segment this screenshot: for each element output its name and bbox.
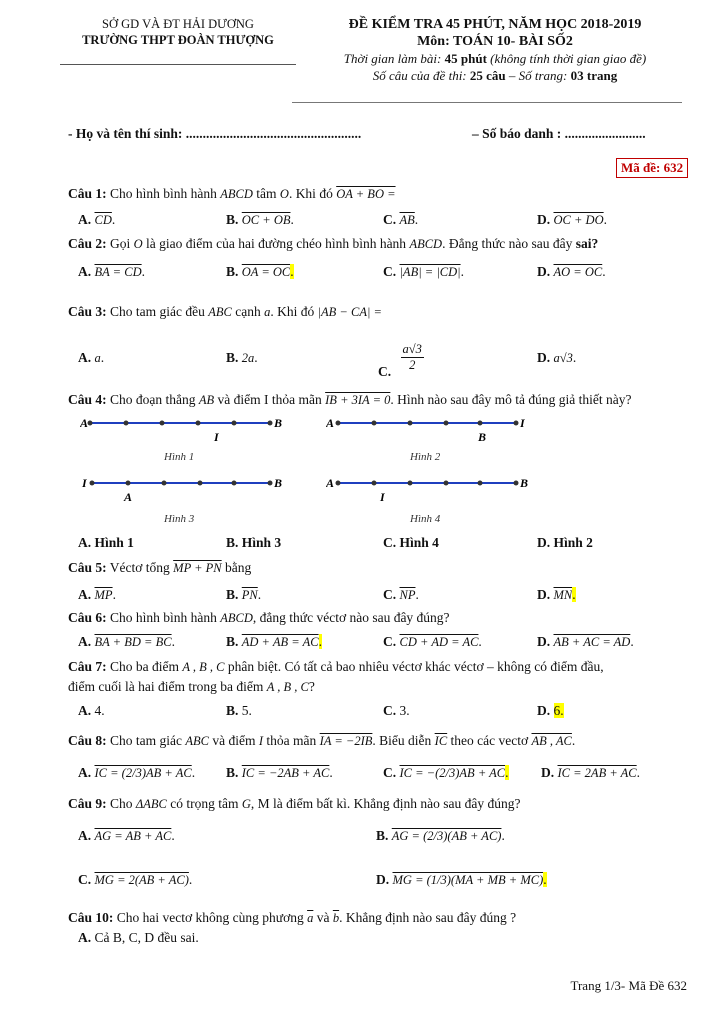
- question-2: [68, 236, 598, 252]
- q9-text-a: Cho: [110, 796, 133, 811]
- q7-c-value: 3: [399, 703, 407, 718]
- fig3-mark-label: A: [124, 490, 133, 504]
- header-right-divider: [292, 102, 682, 103]
- q1-option-c[interactable]: C. $\overline{AB}$.: [383, 212, 419, 227]
- option-label: C.: [383, 703, 397, 718]
- q7-line-2: điểm cuối là hai điểm trong ba điểm: [68, 679, 264, 694]
- q3-expression: |AB − CA| =: [317, 305, 382, 319]
- q8-text-a: Cho tam giác: [110, 733, 182, 748]
- q8-option-a[interactable]: A. IC = (2/3)AB + AC.: [78, 765, 196, 780]
- q7-a-value: 4: [94, 703, 102, 718]
- q1-text-c: . Khi đó: [288, 186, 333, 201]
- q6-text-a: Cho hình bình hành: [110, 610, 217, 625]
- figure-hinh-2: [326, 412, 536, 464]
- q9-label: Câu 9:: [68, 796, 107, 811]
- q8-a-value: IC = (2/3)AB + AC: [94, 766, 192, 780]
- fig1-caption: Hình 1: [164, 451, 195, 463]
- q8-d-value: IC = 2AB + AC: [557, 766, 637, 780]
- q1-label: Câu 1:: [68, 186, 107, 201]
- option-label: C.: [383, 535, 397, 550]
- option-label: D.: [537, 264, 551, 279]
- q10-math-1: $\overline{a}$: [307, 911, 314, 925]
- q1-text-b: tâm: [256, 186, 277, 201]
- q2-b-value: OA = OC: [241, 265, 291, 279]
- q5-text-a: Véctơ tổng: [109, 560, 170, 575]
- pages-value: 03 trang: [570, 68, 618, 83]
- q8-math-1: ABC: [185, 734, 209, 748]
- option-label: A.: [78, 765, 92, 780]
- q2-text-b: là giao điểm của hai đường chéo hình bình hành: [146, 236, 407, 251]
- q4-text-a: Cho đoạn thẳng: [110, 392, 196, 407]
- q5-expression: MP + PN: [173, 561, 222, 575]
- q9-option-c[interactable]: C. MG = 2(AB + AC).: [78, 872, 193, 887]
- fig1-right-label: B: [274, 416, 283, 430]
- fig4-mark-label: I: [380, 490, 385, 504]
- q2-emphasis: sai?: [575, 236, 599, 251]
- q5-option-b[interactable]: B. $\overline{PN}$.: [226, 587, 262, 602]
- figure-hinh-4: [326, 472, 536, 528]
- option-label: D.: [376, 872, 390, 887]
- fig2-caption: Hình 2: [410, 451, 441, 463]
- q9-option-d[interactable]: D. MG = (1/3)(MA + MB + MC).: [376, 872, 547, 887]
- fig3-caption: Hình 3: [164, 513, 195, 525]
- fig2-right-label: I: [520, 416, 525, 430]
- question-6: [68, 610, 450, 626]
- q10-a-value: Cả B, C, D đều sai.: [94, 930, 199, 945]
- q3-c-numerator: a√3: [402, 342, 422, 356]
- q6-c-value: CD + AD = AC: [399, 635, 479, 649]
- option-label: D.: [537, 212, 551, 227]
- exam-subject: Môn: TOÁN 10- BÀI SỐ2: [417, 34, 573, 49]
- option-label: B.: [226, 587, 239, 602]
- q6-label: Câu 6:: [68, 610, 107, 625]
- figure-hinh-1: [80, 412, 290, 464]
- option-label: D.: [541, 765, 555, 780]
- option-label: A.: [78, 703, 92, 718]
- question-9: [68, 796, 520, 812]
- option-label: B.: [226, 634, 239, 649]
- q7-points: A , B , C: [182, 660, 225, 674]
- q5-option-d[interactable]: D. $\overline{MN}$.: [537, 587, 576, 602]
- option-label: B.: [376, 828, 389, 843]
- question-3: [68, 304, 382, 320]
- q5-d-value: $\overline{MN}$: [553, 588, 573, 602]
- q10-label: Câu 10:: [68, 910, 114, 925]
- q5-a-value: $\overline{MP}$: [94, 588, 113, 602]
- question-7: [68, 659, 604, 675]
- q1-d-value: OC + DO: [553, 213, 604, 227]
- q6-b-value: AD + AB = AC: [241, 635, 319, 649]
- option-label: A.: [78, 264, 92, 279]
- q7-text-b: phân biệt. Có tất cả bao nhiêu véctơ khác véctơ – không có điểm đầu,: [227, 659, 604, 674]
- header-left: [60, 16, 296, 65]
- option-label: B.: [226, 264, 239, 279]
- q6-math-1: ABCD: [220, 611, 253, 625]
- q4-option-d[interactable]: [537, 535, 593, 551]
- option-label: B.: [226, 703, 239, 718]
- option-label: B.: [226, 765, 239, 780]
- q1-math-1: ABCD: [220, 187, 253, 201]
- fig4-caption: Hình 4: [410, 513, 441, 525]
- q9-text-b: có trọng tâm: [170, 796, 239, 811]
- option-label: C.: [383, 587, 397, 602]
- q2-c-value: |AB| = |CD|: [399, 265, 461, 279]
- q1-math-2: O: [279, 187, 289, 201]
- q2-option-d[interactable]: D. AO = OC.: [537, 264, 606, 279]
- q5-option-c[interactable]: C. $\overline{NP}$.: [383, 587, 419, 602]
- q4-text-c: . Hình nào sau đây mô tả đúng giả thiết này?: [390, 392, 632, 407]
- q10-text-b: và: [316, 910, 330, 925]
- q4-d-value: Hình 2: [553, 535, 593, 550]
- option-label: C.: [378, 364, 392, 379]
- option-label: C.: [383, 765, 397, 780]
- q1-b-value: OC + OB: [241, 213, 291, 227]
- option-label: C.: [383, 264, 397, 279]
- q9-math-1: ΔABC: [135, 797, 167, 811]
- q3-option-d[interactable]: D. a√3.: [537, 350, 577, 365]
- q4-math-1: AB: [198, 393, 215, 407]
- fig4-right-label: B: [520, 476, 529, 490]
- q3-a-value: a: [94, 351, 101, 365]
- q8-expression: IA = −2IB: [319, 734, 373, 748]
- question-10: [68, 910, 516, 926]
- q7-option-b[interactable]: B. 5.: [226, 703, 252, 718]
- q3-b-value: 2a: [241, 351, 255, 365]
- q3-c-denominator: 2: [409, 358, 416, 372]
- exam-time: [300, 50, 690, 67]
- option-label: B.: [226, 350, 239, 365]
- q10-text-c: . Khẳng định nào sau đây đúng ?: [339, 910, 517, 925]
- q2-math-2: ABCD: [409, 237, 443, 251]
- q8-math-3: $\overline{IC}$: [434, 734, 448, 748]
- q3-text-b: cạnh: [235, 304, 261, 319]
- q2-text-c: . Đẳng thức nào sau đây: [442, 236, 573, 251]
- q6-option-b[interactable]: B. AD + AB = AC.: [226, 634, 322, 649]
- q4-option-c[interactable]: [383, 535, 439, 551]
- q9-math-2: G: [241, 797, 251, 811]
- q1-c-value: $\overline{AB}$: [399, 213, 415, 227]
- fig2-left-label: A: [326, 416, 335, 430]
- q4-label: Câu 4:: [68, 392, 107, 407]
- option-label: A.: [78, 634, 92, 649]
- q7-text-a: Cho ba điểm: [110, 659, 180, 674]
- q4-c-value: Hình 4: [399, 535, 439, 550]
- q7-points-repeat: A , B , C: [266, 680, 309, 694]
- q8-option-d[interactable]: D. IC = 2AB + AC.: [541, 765, 641, 780]
- q9-option-b[interactable]: B. AG = (2/3)(AB + AC).: [376, 828, 505, 843]
- q1-option-d[interactable]: D. OC + DO.: [537, 212, 607, 227]
- q6-text-b: , đẳng thức véctơ nào sau đây đúng?: [252, 610, 450, 625]
- q3-option-a[interactable]: A. a.: [78, 350, 105, 365]
- fig3-right-label: B: [274, 476, 283, 490]
- student-id-field[interactable]: – Số báo danh : ........................: [472, 126, 646, 141]
- fig1-mark-label: I: [214, 430, 219, 444]
- q4-option-a[interactable]: [78, 535, 134, 551]
- pages-label: – Số trang:: [508, 68, 568, 83]
- q8-option-b[interactable]: B. IC = −2AB + AC.: [226, 765, 333, 780]
- option-label: D.: [537, 587, 551, 602]
- count-label: Số câu của đề thi:: [372, 68, 467, 83]
- q3-math-1: ABC: [208, 305, 232, 319]
- q6-d-value: AB + AC = AD: [553, 635, 631, 649]
- q1-a-value: $\overline{CD}$: [94, 213, 112, 227]
- q2-a-value: BA = CD: [94, 265, 142, 279]
- q4-expression: IB + 3IA = 0: [325, 393, 391, 407]
- q9-c-value: MG = 2(AB + AC): [94, 873, 189, 887]
- option-label: D.: [537, 703, 551, 718]
- q4-a-value: Hình 1: [94, 535, 134, 550]
- fig4-left-label: A: [326, 476, 335, 490]
- q3-c-fraction: [401, 342, 424, 373]
- q7-option-a[interactable]: A. 4.: [78, 703, 105, 718]
- q2-math-1: O: [133, 237, 143, 251]
- q3-option-c[interactable]: [378, 342, 424, 379]
- question-4: [68, 392, 631, 408]
- q6-option-a[interactable]: A. BA + BD = BC.: [78, 634, 175, 649]
- q5-c-value: $\overline{NP}$: [399, 588, 416, 602]
- department-name: SỞ GD VÀ ĐT HẢI DƯƠNG: [102, 17, 254, 31]
- q7-option-d[interactable]: D. 6.: [537, 703, 564, 718]
- question-7-line-2: điểm cuối là hai điểm trong ba điểm A , B , C?: [68, 679, 315, 694]
- q7-label: Câu 7:: [68, 659, 107, 674]
- option-label: A.: [78, 212, 92, 227]
- q9-d-value: MG = (1/3)(MA + MB + MC): [392, 873, 544, 887]
- q10-text-a: Cho hai vectơ không cùng phương: [116, 910, 304, 925]
- question-5: [68, 560, 251, 576]
- option-label: C.: [383, 212, 397, 227]
- q8-option-c[interactable]: C. IC = −(2/3)AB + AC.: [383, 765, 509, 780]
- fig1-left-label: A: [80, 416, 89, 430]
- q6-option-c[interactable]: C. CD + AD = AC.: [383, 634, 482, 649]
- option-label: A.: [78, 535, 92, 550]
- option-label: B.: [226, 212, 239, 227]
- count-value: 25 câu: [469, 68, 506, 83]
- fig3-left-label: I: [82, 476, 87, 490]
- q6-a-value: BA + BD = BC: [94, 635, 172, 649]
- q9-b-value: AG = (2/3)(AB + AC): [391, 829, 502, 843]
- q9-text-c: , M là điểm bất kì. Khẳng định nào sau đây đúng?: [250, 796, 521, 811]
- q8-math-2: I: [258, 734, 264, 748]
- q3-option-b[interactable]: B. 2a.: [226, 350, 258, 365]
- option-label: A.: [78, 587, 92, 602]
- option-label: C.: [78, 872, 92, 887]
- q2-option-b[interactable]: B. OA = OC.: [226, 264, 294, 279]
- q7-b-value: 5: [241, 703, 249, 718]
- q3-label: Câu 3:: [68, 304, 107, 319]
- option-label: C.: [383, 634, 397, 649]
- option-label: D.: [537, 634, 551, 649]
- page-footer: Trang 1/3- Mã Đề 632: [570, 978, 687, 993]
- option-label: A.: [78, 828, 92, 843]
- exam-title: ĐỀ KIỂM TRA 45 PHÚT, NĂM HỌC 2018-2019: [348, 17, 642, 32]
- q5-b-value: $\overline{PN}$: [241, 588, 258, 602]
- q8-b-value: IC = −2AB + AC: [241, 766, 330, 780]
- q2-label: Câu 2:: [68, 236, 107, 251]
- q8-text-d: . Biểu diễn: [372, 733, 432, 748]
- q9-a-value: AG = AB + AC: [94, 829, 172, 843]
- header-right: [300, 16, 690, 84]
- q4-b-value: Hình 3: [241, 535, 282, 550]
- q8-c-value: IC = −(2/3)AB + AC: [399, 766, 506, 780]
- q6-option-d[interactable]: D. AB + AC = AD.: [537, 634, 634, 649]
- q1-expression: OA + BO =: [336, 187, 396, 201]
- option-label: D.: [537, 535, 551, 550]
- q8-text-e: theo các vectơ: [450, 733, 529, 748]
- exam-code-badge: Mã đề: 632: [616, 158, 688, 178]
- q10-math-2: $\overline{b}$: [332, 911, 340, 925]
- q5-option-a[interactable]: A. $\overline{MP}$.: [78, 587, 116, 602]
- school-name: TRƯỜNG THPT ĐOÀN THƯỢNG: [82, 33, 274, 47]
- q8-math-4: AB , AC: [531, 734, 572, 748]
- q9-option-a[interactable]: A. AG = AB + AC.: [78, 828, 175, 843]
- fig2-mark-label: B: [478, 430, 487, 444]
- q10-option-a[interactable]: [78, 930, 199, 946]
- option-label: B.: [226, 535, 239, 550]
- question-8: Câu 8: Cho tam giác ABC và điểm I thỏa mãn IA = −2IB. Biểu diễn $\overline{IC}$ theo các vectơ AB , AC.: [68, 733, 576, 748]
- q7-d-value: 6: [553, 703, 561, 718]
- q8-text-b: và điểm: [212, 733, 256, 748]
- q1-option-a[interactable]: A. $\overline{CD}$.: [78, 212, 116, 227]
- q1-text-a: Cho hình bình hành: [110, 186, 217, 201]
- q3-d-value: a√3: [553, 351, 573, 365]
- figure-hinh-3: [80, 472, 290, 528]
- header-left-divider: [60, 64, 296, 65]
- q5-text-b: bằng: [225, 560, 252, 575]
- q8-text-c: thỏa mãn: [266, 733, 317, 748]
- exam-count: [300, 67, 690, 84]
- q3-text-c: . Khi đó: [270, 304, 315, 319]
- q3-math-2: a: [264, 305, 271, 319]
- option-label: A.: [78, 930, 92, 945]
- q5-label: Câu 5:: [68, 560, 107, 575]
- time-note: (không tính thời gian giao đề): [490, 51, 647, 66]
- q4-option-b[interactable]: [226, 535, 281, 551]
- option-label: A.: [78, 350, 92, 365]
- time-value: 45 phút: [444, 51, 487, 66]
- q2-d-value: AO = OC: [553, 265, 603, 279]
- option-label: D.: [537, 350, 551, 365]
- question-1: [68, 186, 396, 202]
- q8-label: Câu 8:: [68, 733, 107, 748]
- q2-option-c[interactable]: C. |AB| = |CD|.: [383, 264, 464, 279]
- q2-option-a[interactable]: A. BA = CD.: [78, 264, 145, 279]
- q4-text-b: và điểm I thỏa mãn: [217, 392, 322, 407]
- q3-text-a: Cho tam giác đều: [110, 304, 205, 319]
- student-name-field[interactable]: - Họ và tên thí sinh: ....................................................: [68, 126, 362, 141]
- q1-option-b[interactable]: B. OC + OB.: [226, 212, 294, 227]
- q7-option-c[interactable]: C. 3.: [383, 703, 410, 718]
- time-label: Thời gian làm bài:: [343, 51, 442, 66]
- q2-text-a: Gọi: [110, 236, 131, 251]
